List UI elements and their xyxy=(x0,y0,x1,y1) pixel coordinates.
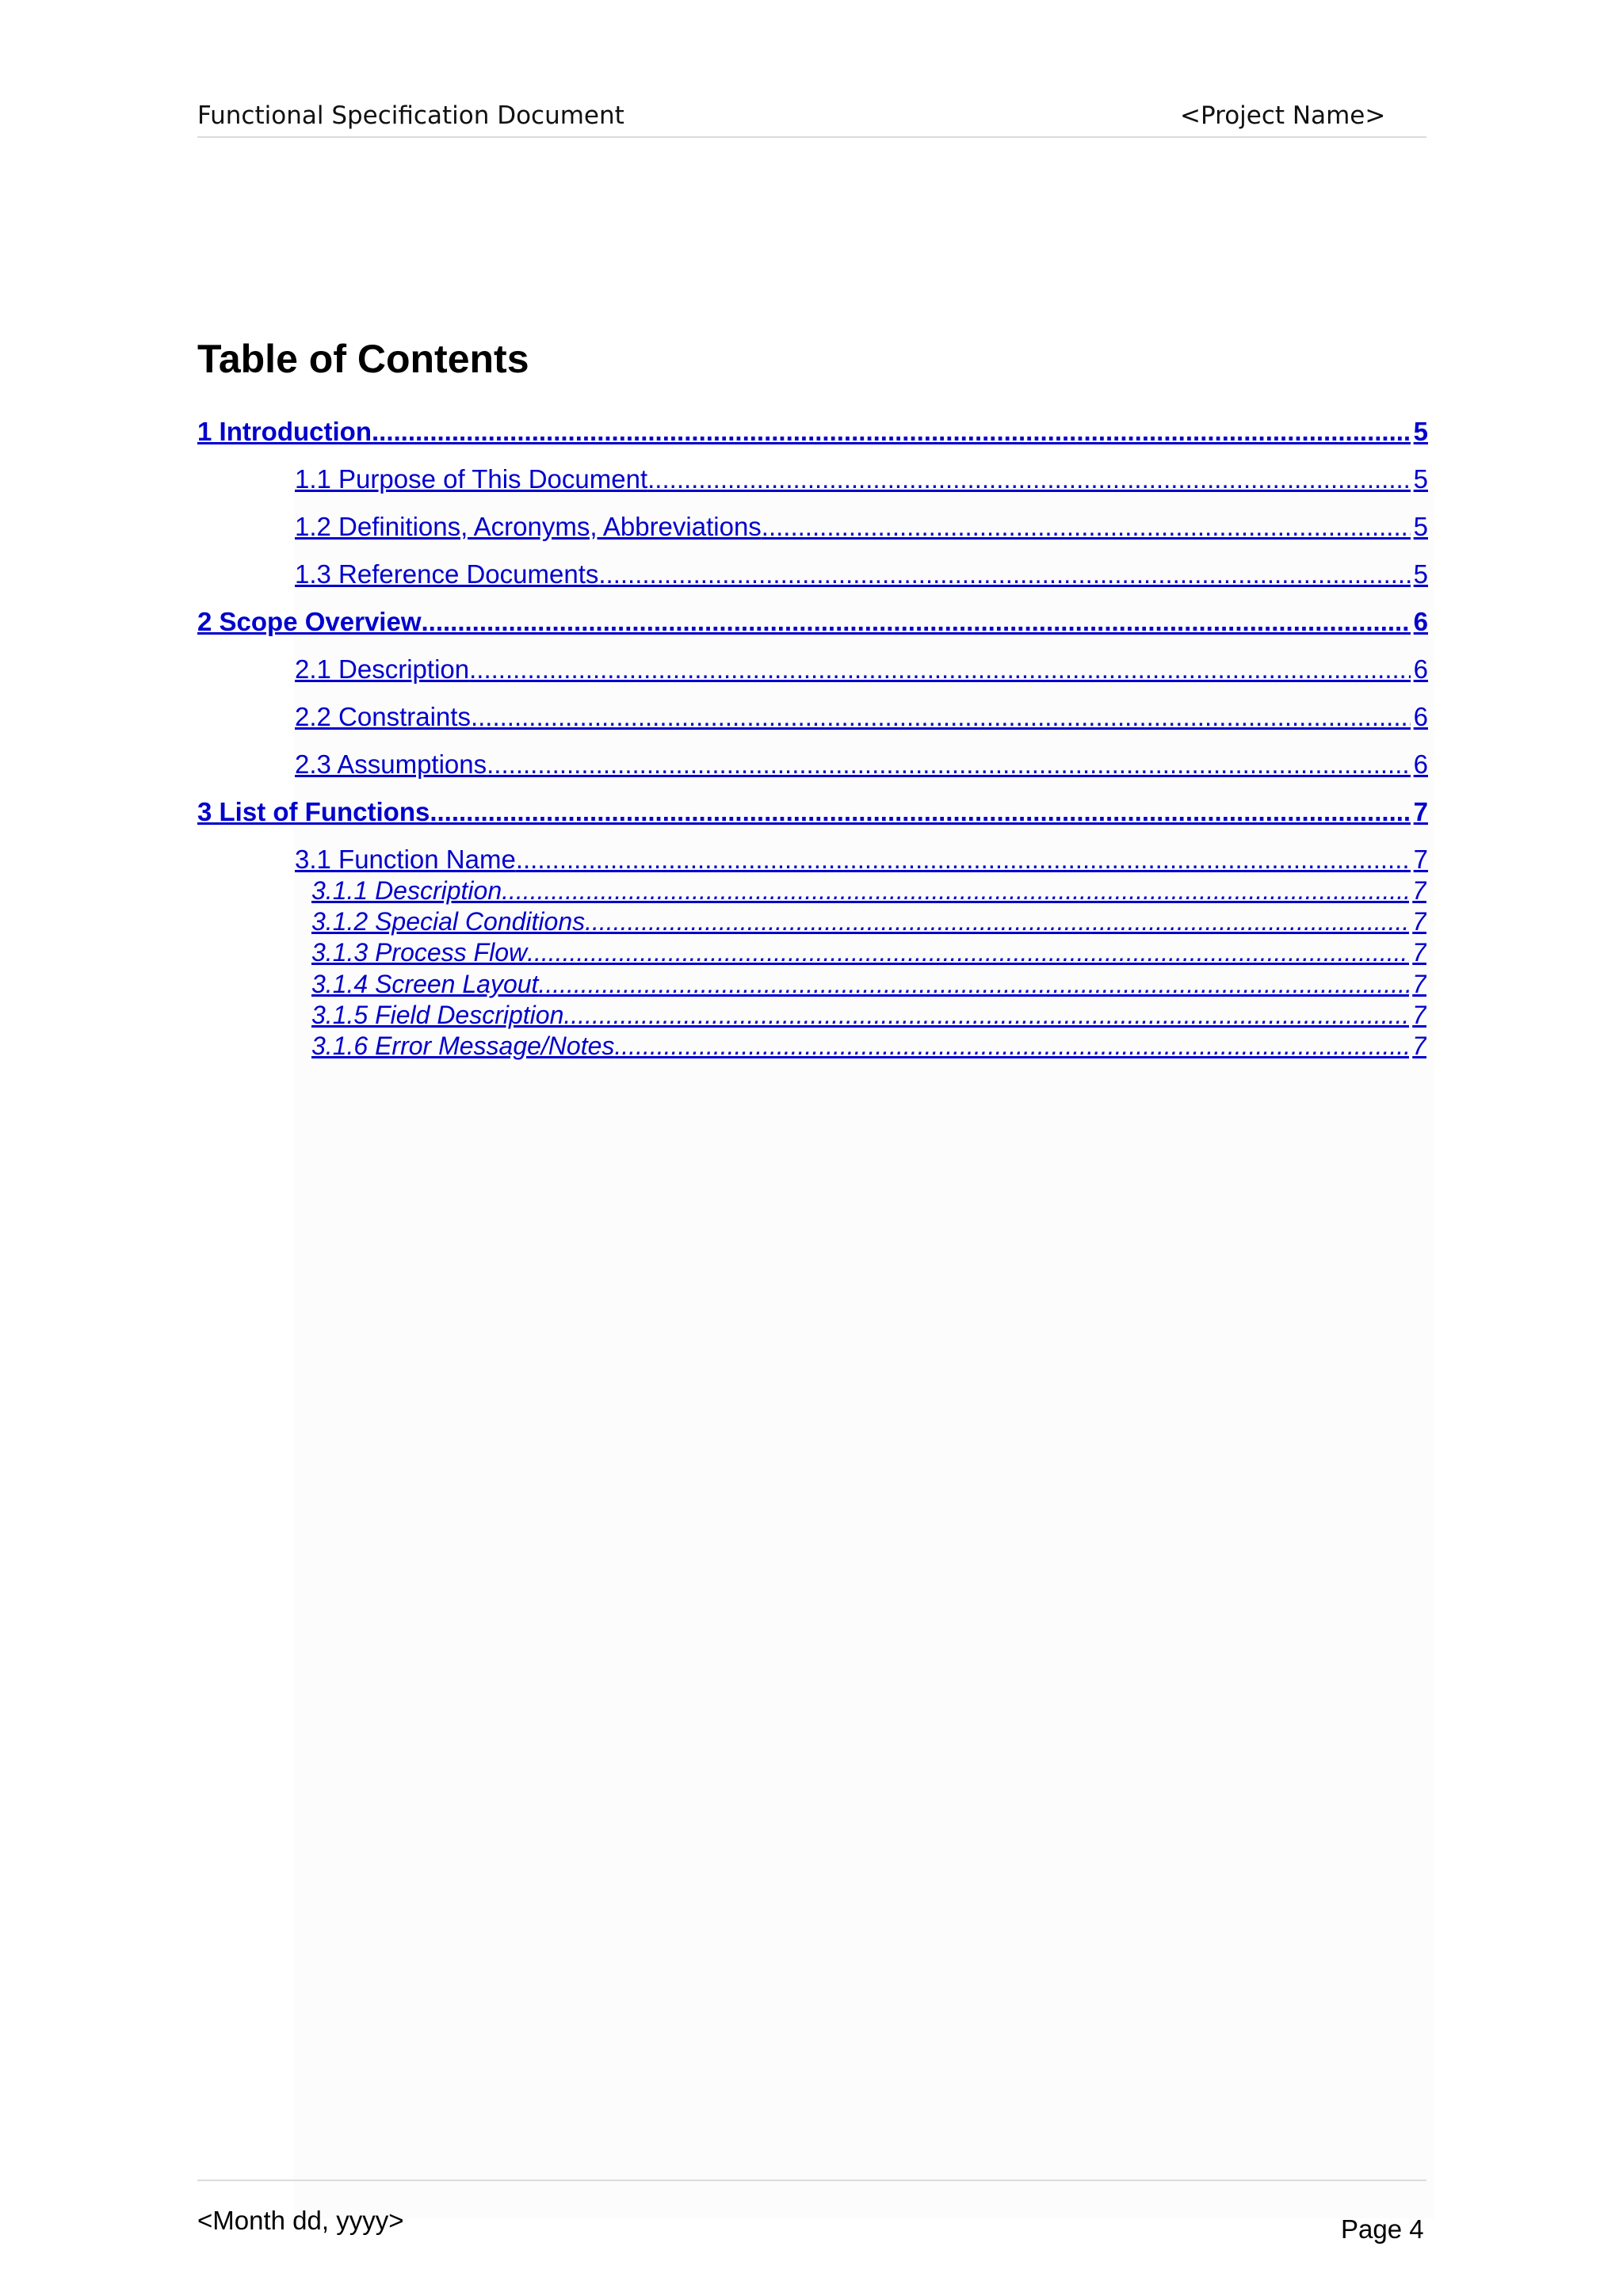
toc-entry-reference-documents[interactable] xyxy=(295,559,1428,589)
toc-leader-dots xyxy=(563,1001,1409,1030)
toc-leader-dots xyxy=(647,464,1411,494)
toc-entry-label: 1.1 Purpose of This Document xyxy=(295,464,648,494)
toc-entry-label: 2.1 Description xyxy=(295,654,470,684)
footer-page-number: Page 4 xyxy=(1341,2214,1424,2244)
footer-date: <Month dd, yyyy> xyxy=(197,2206,404,2235)
toc-entry-label: 1.2 Definitions, Acronyms, Abbreviations xyxy=(295,512,762,541)
toc-leader-dots xyxy=(527,938,1409,967)
toc-entry-introduction[interactable] xyxy=(197,417,1428,447)
toc-heading: Table of Contents xyxy=(197,337,529,381)
toc-entry-page: 7 xyxy=(1412,938,1426,967)
toc-entry-label: 3.1.5 Field Description xyxy=(311,1001,564,1029)
toc-entry-label: 2.3 Assumptions xyxy=(295,749,487,779)
toc-entry-page: 5 xyxy=(1413,417,1428,446)
toc-entry-label: 1 Introduction xyxy=(197,417,372,446)
toc-entry-screen-layout[interactable] xyxy=(311,970,1426,999)
toc-entry-label: 3.1 Function Name xyxy=(295,845,516,874)
toc-leader-dots xyxy=(372,417,1411,447)
toc-entry-page: 7 xyxy=(1412,876,1426,905)
toc-leader-dots xyxy=(471,702,1411,732)
toc-entry-special-conditions[interactable] xyxy=(311,907,1426,936)
toc-entry-page: 7 xyxy=(1412,970,1426,998)
toc-entry-page: 7 xyxy=(1413,797,1428,826)
toc-entry-process-flow[interactable] xyxy=(311,938,1426,967)
toc-entry-page: 6 xyxy=(1413,749,1428,779)
page-header xyxy=(197,98,1426,138)
toc-entry-label: 3.1.6 Error Message/Notes xyxy=(311,1032,615,1060)
page-shading xyxy=(293,483,1434,2218)
toc-entry-page: 7 xyxy=(1413,845,1428,874)
toc-entry-page: 6 xyxy=(1413,702,1428,731)
toc-leader-dots xyxy=(585,907,1409,936)
toc-entry-page: 5 xyxy=(1413,559,1428,589)
toc-leader-dots xyxy=(469,654,1411,685)
toc-entry-function-description[interactable] xyxy=(311,876,1426,906)
toc-leader-dots xyxy=(614,1032,1409,1061)
toc-entry-assumptions[interactable] xyxy=(295,749,1428,780)
header-document-title: Functional Specification Document xyxy=(197,101,624,130)
toc-entry-scope-overview[interactable] xyxy=(197,607,1428,637)
toc-entry-label: 2 Scope Overview xyxy=(197,607,422,636)
toc-entry-purpose[interactable] xyxy=(295,464,1428,494)
toc-entry-list-of-functions[interactable] xyxy=(197,797,1428,827)
toc-leader-dots xyxy=(762,512,1411,542)
toc-entry-page: 5 xyxy=(1413,464,1428,494)
toc-entry-label: 3.1.2 Special Conditions xyxy=(311,907,586,936)
toc-entry-label: 2.2 Constraints xyxy=(295,702,471,731)
toc-leader-dots xyxy=(430,797,1410,827)
toc-leader-dots xyxy=(598,559,1410,589)
toc-entry-page: 6 xyxy=(1413,654,1428,684)
toc-entry-page: 7 xyxy=(1412,1032,1426,1060)
footer-divider xyxy=(197,2180,1426,2181)
toc-entry-field-description[interactable] xyxy=(311,1001,1426,1030)
toc-entry-page: 5 xyxy=(1413,512,1428,541)
toc-entry-description[interactable] xyxy=(295,654,1428,685)
toc-entry-error-message-notes[interactable] xyxy=(311,1032,1426,1061)
toc-entry-function-name[interactable] xyxy=(295,845,1428,875)
toc-entry-label: 3.1.4 Screen Layout xyxy=(311,970,539,998)
toc-leader-dots xyxy=(502,876,1409,906)
toc-entry-label: 3.1.3 Process Flow xyxy=(311,938,528,967)
toc-leader-dots xyxy=(516,845,1411,875)
toc-leader-dots xyxy=(421,607,1410,637)
toc-entry-label: 3.1.1 Description xyxy=(311,876,502,905)
toc-leader-dots xyxy=(487,749,1411,780)
toc-entry-page: 7 xyxy=(1412,907,1426,936)
toc-leader-dots xyxy=(538,970,1409,999)
header-project-name: <Project Name> xyxy=(1180,101,1386,130)
toc-entry-definitions[interactable] xyxy=(295,512,1428,542)
toc-entry-page: 7 xyxy=(1412,1001,1426,1029)
toc-entry-label: 1.3 Reference Documents xyxy=(295,559,599,589)
toc-entry-label: 3 List of Functions xyxy=(197,797,430,826)
toc-entry-page: 6 xyxy=(1413,607,1428,636)
toc-entry-constraints[interactable] xyxy=(295,702,1428,732)
